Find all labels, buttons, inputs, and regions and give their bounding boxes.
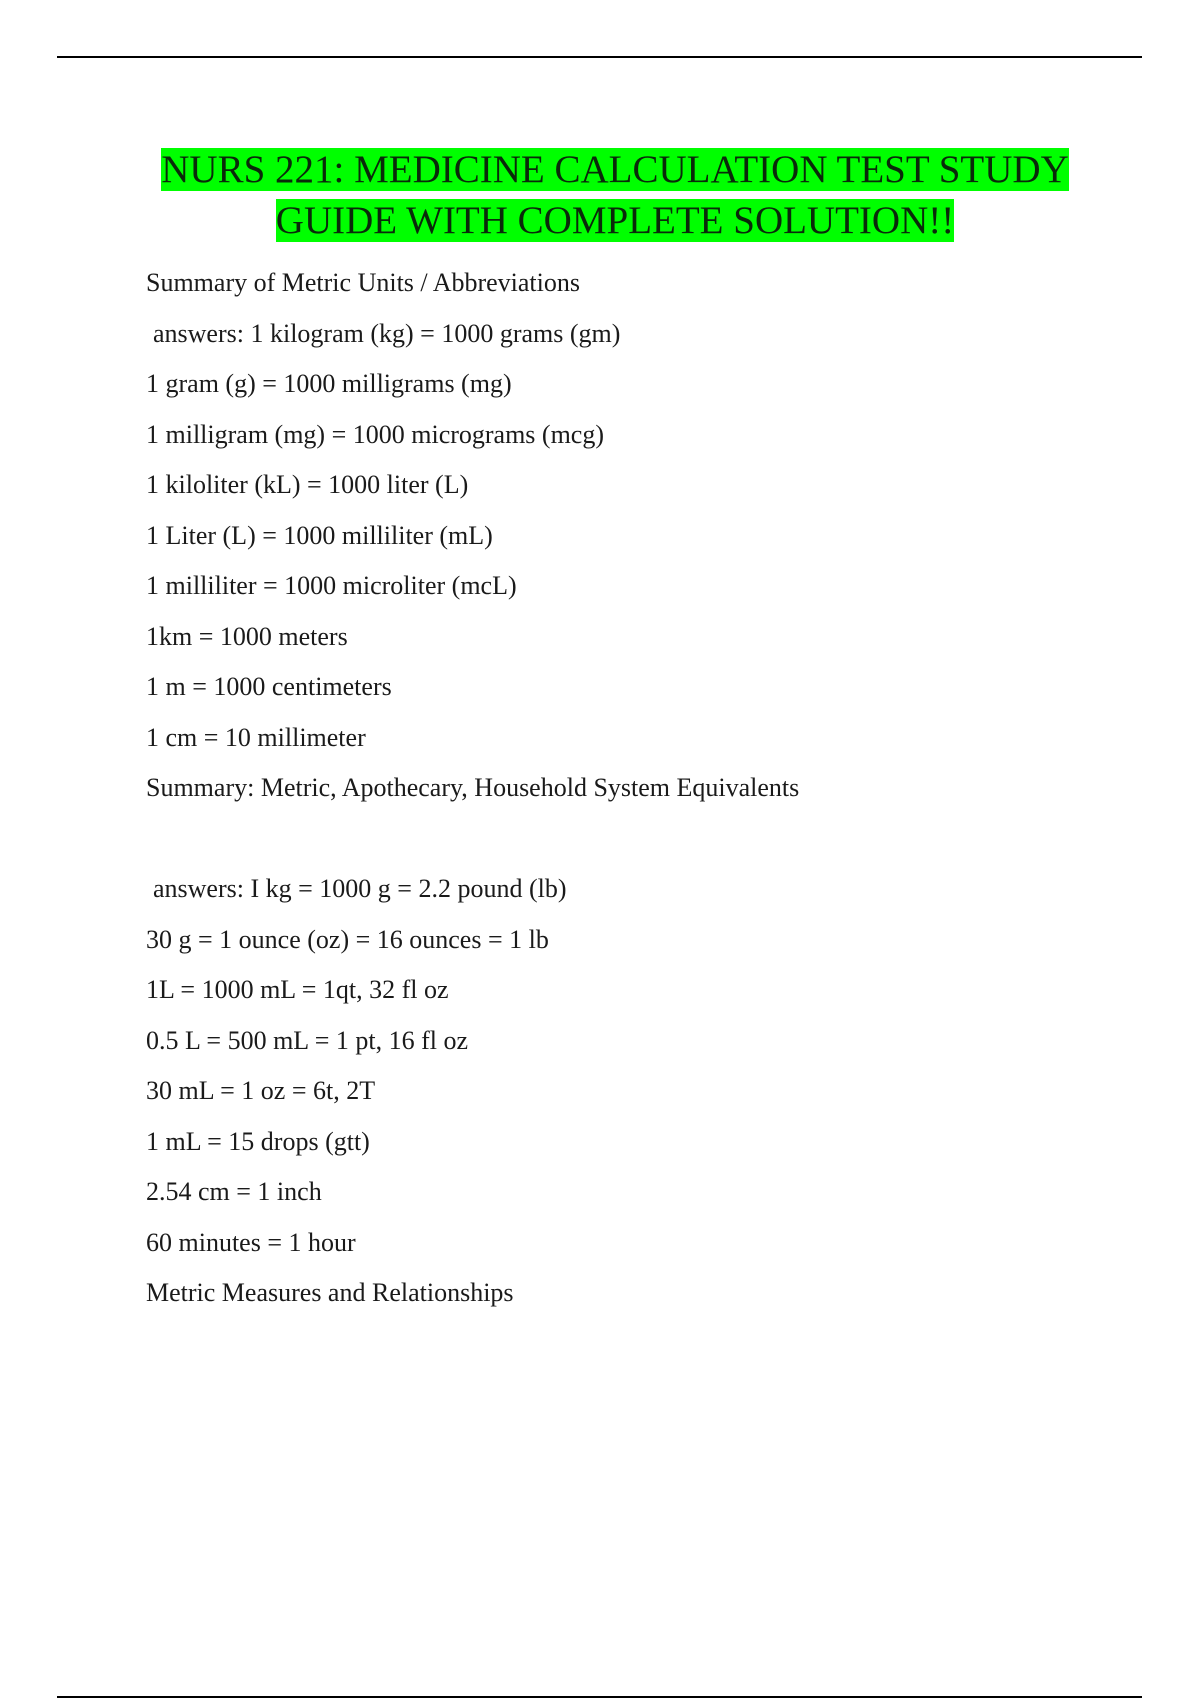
- list-item: 1 mL = 15 drops (gtt): [146, 1126, 370, 1156]
- document-body: [146, 258, 1106, 1319]
- list-item: 0.5 L = 500 mL = 1 pt, 16 fl oz: [146, 1025, 469, 1055]
- list-item: 1 m = 1000 centimeters: [146, 672, 392, 701]
- list-item: 1 kiloliter (kL) = 1000 liter (L): [146, 470, 469, 499]
- top-rule: [57, 56, 1142, 58]
- title-line-2: GUIDE WITH COMPLETE SOLUTION!!: [275, 199, 955, 242]
- list-item: answers: 1 kilogram (kg) = 1000 grams (gm): [153, 318, 621, 348]
- list-item: 30 mL = 1 oz = 6t, 2T: [146, 1076, 376, 1105]
- section-heading-system-equivalents: Summary: Metric, Apothecary, Household System Equivalents: [146, 773, 800, 802]
- list-item: 1 gram (g) = 1000 milligrams (mg): [146, 369, 512, 398]
- document-title: [140, 144, 1090, 246]
- list-item: 1km = 1000 meters: [146, 621, 348, 651]
- list-item: 1 cm = 10 millimeter: [146, 722, 366, 752]
- list-item: 1 milliliter = 1000 microliter (mcL): [146, 571, 517, 600]
- list-item: 60 minutes = 1 hour: [146, 1227, 356, 1257]
- list-item: answers: I kg = 1000 g = 2.2 pound (lb): [153, 874, 567, 903]
- list-item: 1L = 1000 mL = 1qt, 32 fl oz: [146, 975, 449, 1004]
- title-line-1: NURS 221: MEDICINE CALCULATION TEST STUDY: [161, 148, 1069, 191]
- list-item: 1 milligram (mg) = 1000 micrograms (mcg): [146, 419, 605, 449]
- section-heading-metric-measures: Metric Measures and Relationships: [146, 1278, 514, 1307]
- list-item: 30 g = 1 ounce (oz) = 16 ounces = 1 lb: [146, 924, 549, 954]
- list-item: 1 Liter (L) = 1000 milliliter (mL): [146, 520, 493, 550]
- section-heading-metric-units: Summary of Metric Units / Abbreviations: [146, 268, 581, 297]
- bottom-rule: [57, 1696, 1142, 1698]
- list-item: 2.54 cm = 1 inch: [146, 1177, 322, 1206]
